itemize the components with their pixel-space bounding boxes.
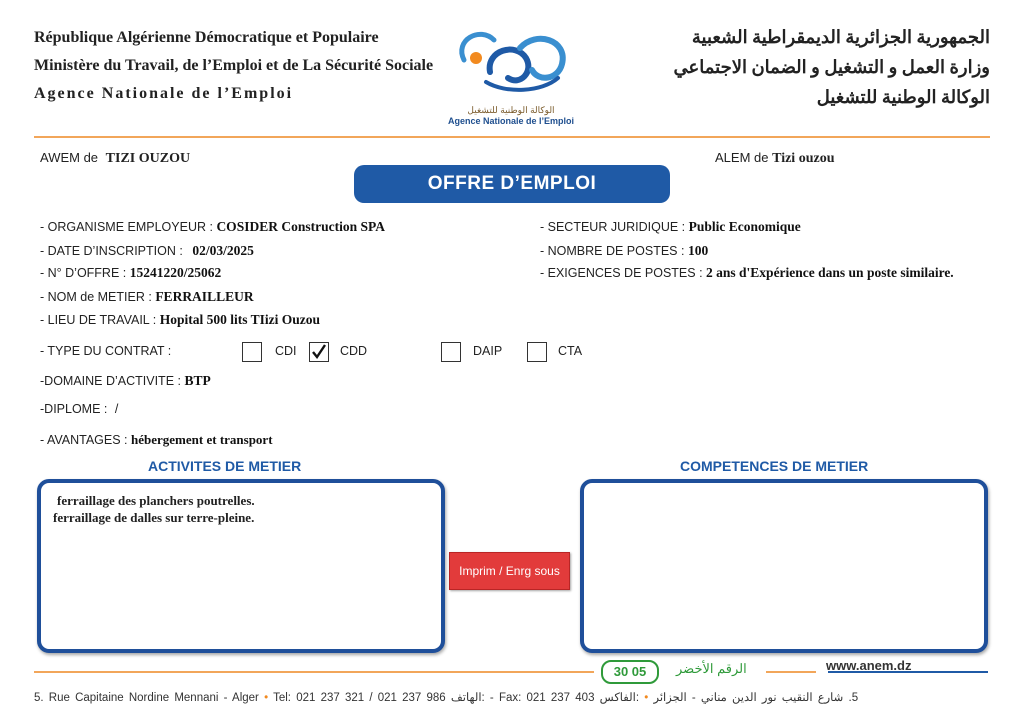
organisme-label: - ORGANISME EMPLOYEUR : [40, 220, 213, 234]
competences-title: COMPETENCES DE METIER [680, 458, 869, 474]
page-title: OFFRE D’EMPLOI [354, 165, 670, 203]
avantages-label: - AVANTAGES : [40, 433, 128, 447]
logo-french-text: Agence Nationale de l’Emploi [447, 116, 575, 126]
competences-box[interactable] [580, 479, 988, 653]
postes-value: 100 [687, 243, 709, 258]
republic-title-ar: الجمهورية الجزائرية الديمقراطية الشعبية [691, 27, 990, 47]
exigences-label: - EXIGENCES DE POSTES : [540, 266, 703, 280]
avantages-field [40, 432, 273, 448]
checkbox-cdd[interactable] [309, 342, 329, 362]
organisme-value: COSIDER Construction SPA [216, 219, 385, 234]
diplome-value: / [114, 402, 119, 416]
awem-label: AWEM de [40, 150, 99, 165]
footer-divider-orange [34, 671, 594, 673]
domaine-field [40, 373, 211, 389]
ministry-title-ar: وزارة العمل و التشغيل و الضمان الاجتماعي [673, 57, 990, 77]
green-number [601, 660, 659, 684]
anem-logo [446, 20, 576, 132]
contract-label-cdi: CDI [275, 344, 297, 358]
activite-line-1: ferraillage des planchers poutrelles. [57, 493, 255, 508]
date-label: - DATE D’INSCRIPTION : [40, 244, 183, 258]
lieu-value: Hopital 500 lits TIizi Ouzou [159, 312, 321, 327]
awem-value: TIZI OUZOU [105, 151, 191, 166]
ministry-title: Ministère du Travail, de l’Emploi et de La Sécurité Sociale [34, 57, 434, 74]
domaine-label: -DOMAINE D’ACTIVITE : [40, 374, 181, 388]
postes-label: - NOMBRE DE POSTES : [540, 244, 685, 258]
exigences-field [540, 265, 954, 281]
bullet-icon: • [264, 692, 269, 704]
green-number-text: 30 05 [613, 664, 647, 679]
exigences-value: 2 ans d'Expérience dans un poste similaire. [706, 265, 954, 280]
website-link[interactable]: www.anem.dz [826, 658, 912, 673]
footer-divider-orange-2 [766, 671, 816, 673]
diplome-label: -DIPLOME : [40, 402, 108, 416]
agency-title: Agence Nationale de l’Emploi [34, 85, 294, 102]
agency-title-ar: الوكالة الوطنية للتشغيل [816, 87, 990, 107]
offre-value: 15241220/25062 [129, 265, 222, 280]
alem-value: Tizi ouzou [772, 151, 835, 166]
contrat-label: - TYPE DU CONTRAT : [40, 344, 172, 358]
offre-field [40, 265, 221, 281]
checkbox-cdi[interactable] [242, 342, 262, 362]
postes-field [540, 243, 708, 259]
contract-label-cta: CTA [558, 344, 583, 358]
bullet-icon: • [644, 692, 649, 704]
footer-address [34, 690, 858, 704]
activites-box[interactable] [37, 479, 445, 653]
header-french [34, 24, 433, 108]
secteur-value: Public Economique [688, 219, 801, 234]
address-ar: 5. شارع النقيب نور الدين مناني - الجزائر [653, 692, 859, 704]
metier-field [40, 289, 254, 305]
date-field [40, 243, 254, 259]
activites-title: ACTIVITES DE METIER [148, 458, 302, 474]
organisme-field [40, 219, 385, 235]
metier-value: FERRAILLEUR [155, 289, 254, 304]
phone-ar: الهاتف: [450, 692, 485, 704]
logo-arabic-text: الوكالة الوطنية للتشغيل [467, 105, 555, 115]
secteur-field [540, 219, 801, 235]
avantages-value: hébergement et transport [131, 432, 273, 447]
republic-title: République Algérienne Démocratique et Populaire [34, 29, 379, 46]
alem-field [715, 150, 834, 167]
metier-label: - NOM de METIER : [40, 290, 152, 304]
diplome-field [40, 402, 118, 416]
offre-label: - N° D’OFFRE : [40, 266, 127, 280]
date-value: 02/03/2025 [192, 243, 254, 258]
lieu-label: - LIEU DE TRAVAIL : [40, 313, 157, 327]
awem-field [40, 150, 190, 167]
green-number-label: الرقم الأخضر [676, 661, 747, 676]
checkbox-daip[interactable] [441, 342, 461, 362]
activite-line-2: ferraillage de dalles sur terre-pleine. [53, 510, 255, 525]
address-fr: 5. Rue Capitaine Nordine Mennani - Alger [34, 692, 259, 704]
header-arabic [674, 22, 991, 112]
checkbox-cta[interactable] [527, 342, 547, 362]
fax: - Fax: 021 237 403 [489, 692, 595, 704]
phone: Tel: 021 237 321 / 021 237 986 [273, 692, 446, 704]
check-icon [310, 343, 328, 361]
alem-label: ALEM de [715, 150, 769, 165]
secteur-label: - SECTEUR JURIDIQUE : [540, 220, 686, 234]
contract-label-cdd: CDD [340, 344, 368, 358]
header-divider [34, 136, 990, 138]
contract-label-daip: DAIP [473, 344, 503, 358]
print-save-button[interactable]: Imprim / Enrg sous [449, 552, 570, 590]
lieu-field [40, 312, 320, 328]
domaine-value: BTP [184, 373, 211, 388]
fax-ar: الفاكس: [599, 692, 640, 704]
anem-logo-icon [446, 20, 576, 98]
